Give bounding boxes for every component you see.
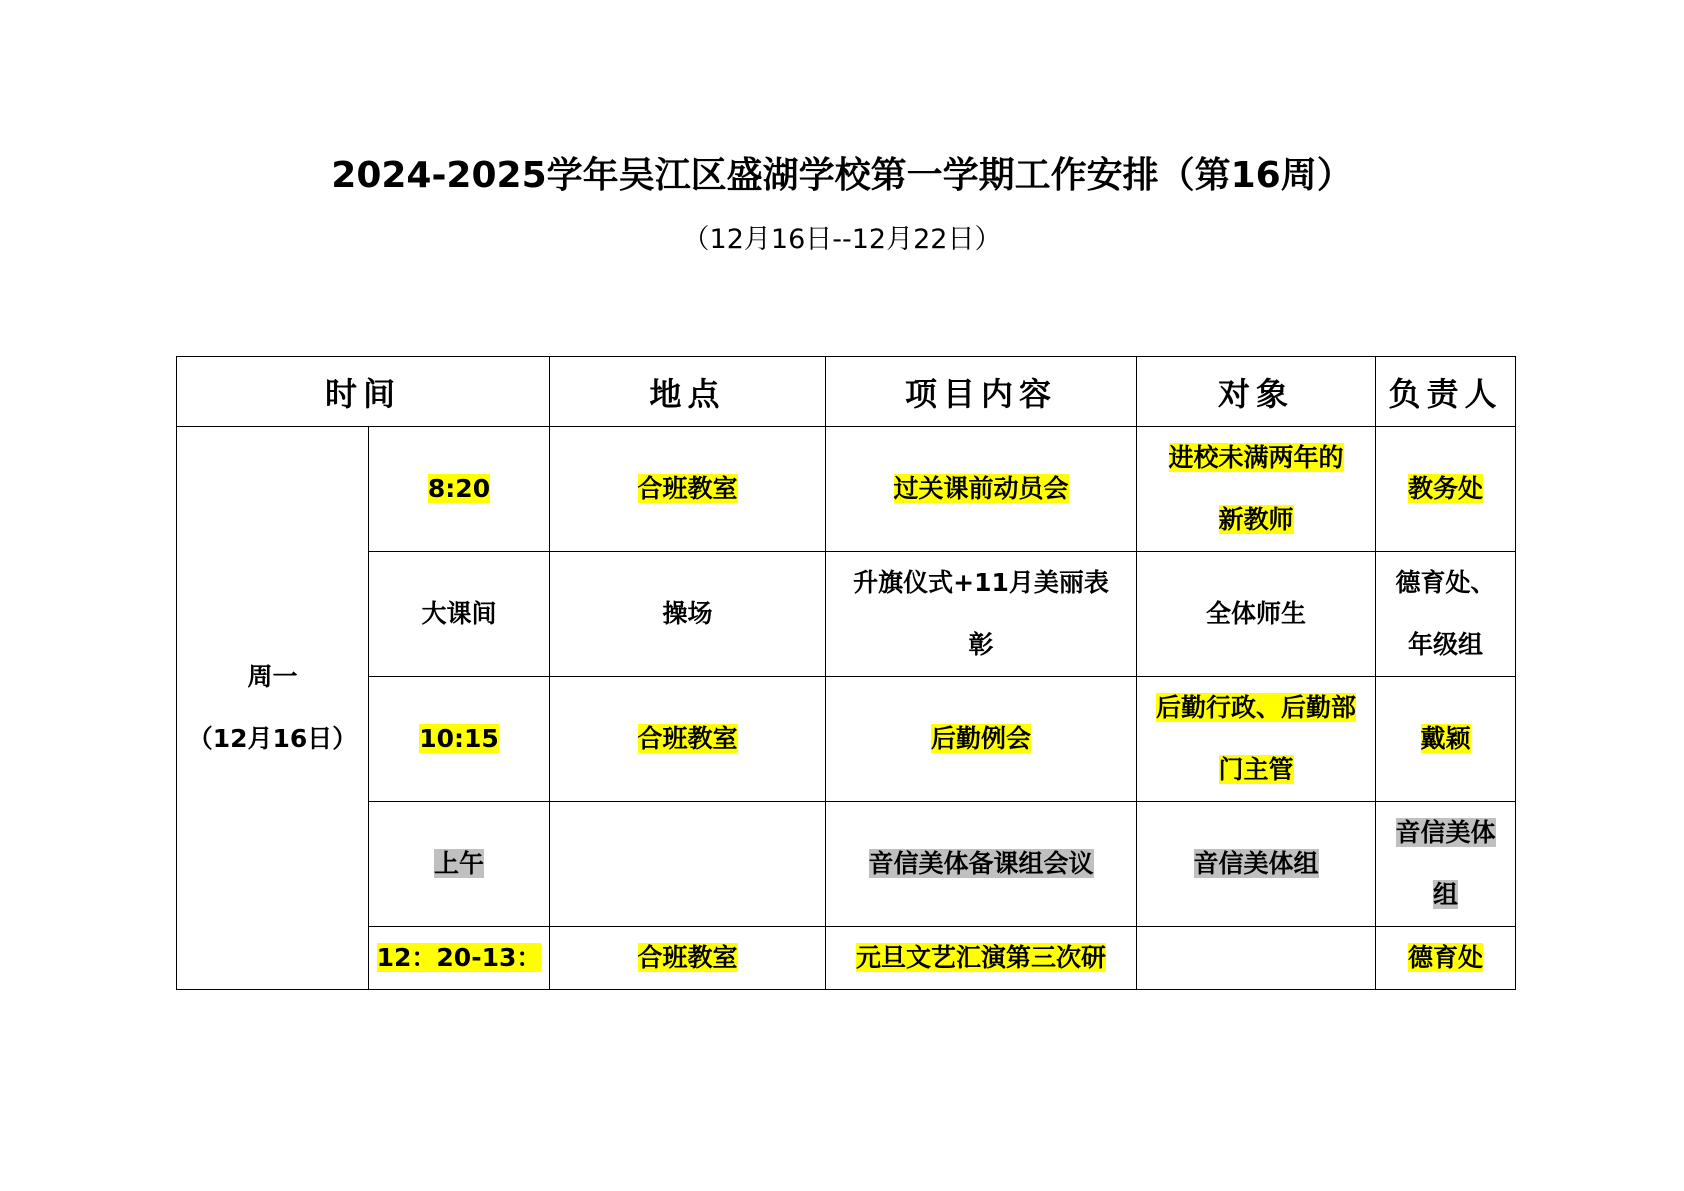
content-text: 过关课前动员会 — [893, 474, 1069, 503]
owner-cell — [1376, 927, 1516, 990]
owner-cell — [1376, 427, 1516, 552]
time-text: 上午 — [434, 849, 485, 878]
place-text: 合班教室 — [637, 724, 738, 753]
table-row — [177, 427, 1516, 552]
audience-cell — [1137, 552, 1376, 677]
audience-text: 音信美体组 — [1193, 849, 1319, 878]
time-text: 10:15 — [419, 724, 499, 753]
header-time: 时间 — [177, 357, 550, 427]
header-row — [177, 357, 1516, 427]
time-text: 12：20-13： — [376, 943, 542, 972]
audience-cell — [1137, 802, 1376, 927]
time-cell — [369, 427, 550, 552]
owner-text-2: 年级组 — [1408, 630, 1484, 659]
time-text: 大课间 — [421, 599, 497, 628]
content-text: 音信美体备课组会议 — [868, 849, 1094, 878]
content-cell — [826, 802, 1137, 927]
document-date-range: （12月16日--12月22日） — [682, 224, 1002, 255]
header-owner: 负责人 — [1376, 357, 1516, 427]
content-text: 升旗仪式+11月美丽表 — [853, 568, 1109, 597]
header-content: 项目内容 — [826, 357, 1137, 427]
audience-cell — [1137, 677, 1376, 802]
place-cell — [550, 427, 826, 552]
audience-cell — [1137, 427, 1376, 552]
owner-text: 音信美体 — [1395, 818, 1496, 847]
header-place: 地点 — [550, 357, 826, 427]
header-audience: 对象 — [1137, 357, 1376, 427]
owner-cell — [1376, 552, 1516, 677]
time-cell — [369, 552, 550, 677]
content-cell — [826, 677, 1137, 802]
content-text: 元旦文艺汇演第三次研 — [856, 943, 1107, 972]
schedule-table — [176, 356, 1516, 990]
audience-text-2: 门主管 — [1218, 755, 1294, 784]
audience-text-2: 新教师 — [1218, 505, 1294, 534]
time-text: 8:20 — [427, 474, 491, 503]
owner-text: 教务处 — [1408, 474, 1484, 503]
place-text: 合班教室 — [637, 943, 738, 972]
owner-text-2: 组 — [1433, 880, 1459, 909]
content-cell — [826, 927, 1137, 990]
audience-cell — [1137, 927, 1376, 990]
place-cell — [550, 552, 826, 677]
owner-cell — [1376, 802, 1516, 927]
day-cell — [177, 427, 369, 990]
place-text: 操场 — [662, 599, 713, 628]
content-cell — [826, 427, 1137, 552]
table-row — [177, 552, 1516, 677]
audience-text: 全体师生 — [1206, 599, 1307, 628]
audience-text: 后勤行政、后勤部 — [1156, 693, 1357, 722]
place-text: 合班教室 — [637, 474, 738, 503]
table-row — [177, 677, 1516, 802]
place-cell — [550, 802, 826, 927]
table-row — [177, 927, 1516, 990]
owner-text: 戴颖 — [1420, 724, 1471, 753]
audience-text: 进校未满两年的 — [1168, 443, 1344, 472]
owner-text: 德育处、 — [1395, 568, 1496, 597]
day-name: 周一 — [247, 662, 298, 691]
place-cell — [550, 927, 826, 990]
owner-cell — [1376, 677, 1516, 802]
content-cell — [826, 552, 1137, 677]
content-text-2: 彰 — [968, 630, 994, 659]
table-row — [177, 802, 1516, 927]
day-date: （12月16日） — [187, 724, 358, 753]
time-cell — [369, 802, 550, 927]
owner-text: 德育处 — [1408, 943, 1484, 972]
place-cell — [550, 677, 826, 802]
time-cell — [369, 677, 550, 802]
content-text: 后勤例会 — [931, 724, 1032, 753]
time-cell — [369, 927, 550, 990]
document-title: 2024-2025学年吴江区盛湖学校第一学期工作安排（第16周） — [331, 155, 1353, 196]
